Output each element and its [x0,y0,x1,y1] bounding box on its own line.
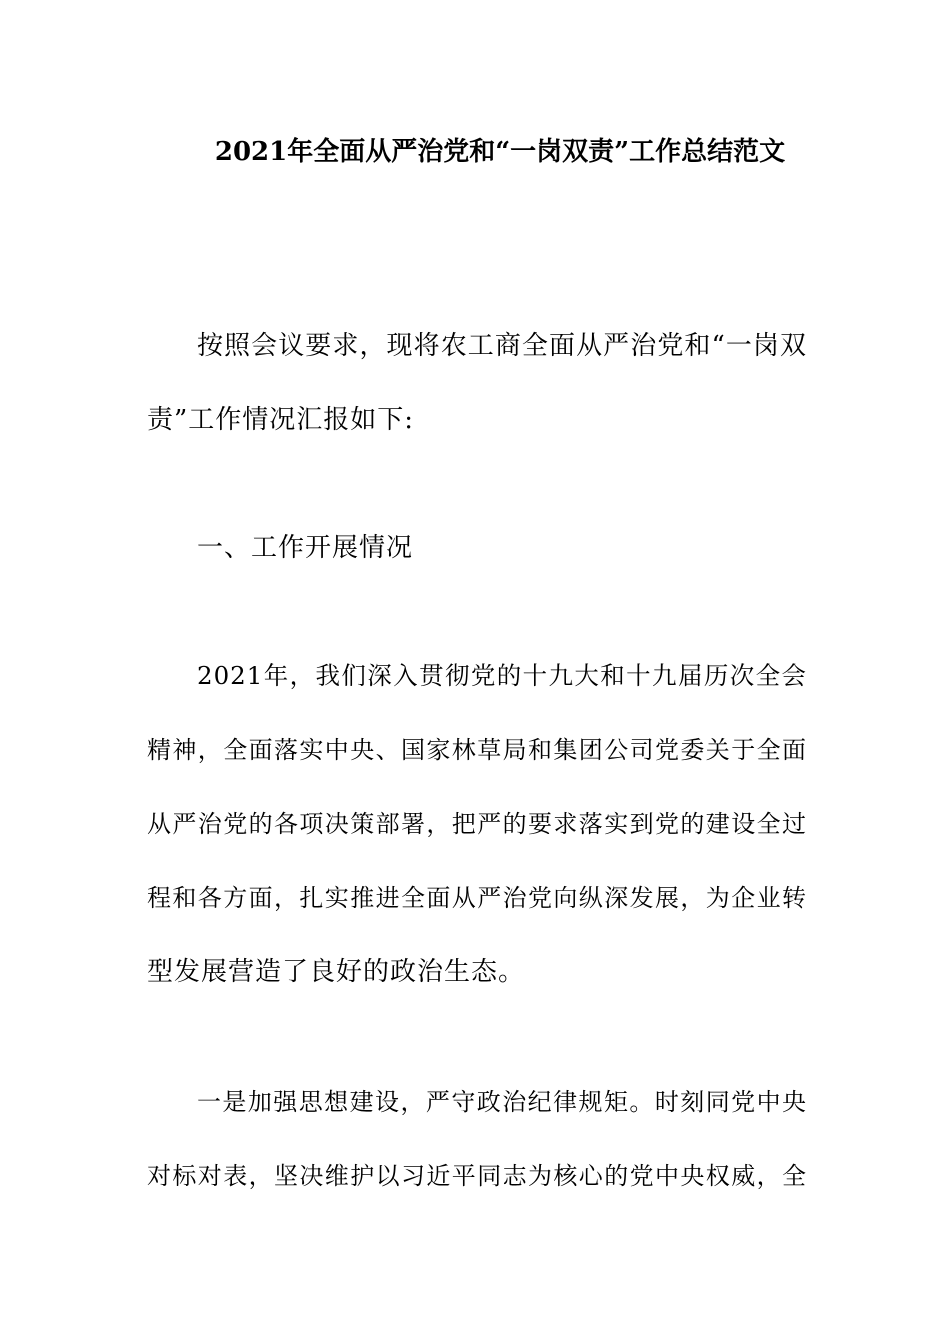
paragraph1-line-4: 程和各方面，扎实推进全面从严治党向纵深发展，为企业转 [147,884,807,912]
section-heading: 一、工作开展情况 [197,533,414,563]
paragraph1-line-1: 2021年，我们深入贯彻党的十九大和十九届历次全会 [197,661,807,690]
paragraph1-line-3: 从严治党的各项决策部署，把严的要求落实到党的建设全过 [147,810,807,838]
paragraph2-line-2: 对标对表，坚决维护以习近平同志为核心的党中央权威，全 [147,1162,807,1190]
intro-line-1: 按照会议要求，现将农工商全面从严治党和“一岗双 [197,331,807,361]
paragraph1-line-2: 精神，全面落实中央、国家林草局和集团公司党委关于全面 [147,736,807,764]
paragraph2-line-1: 一是加强思想建设，严守政治纪律规矩。时刻同党中央 [197,1088,807,1116]
paragraph1-line-5: 型发展营造了良好的政治生态。 [147,957,526,987]
intro-line-2: 责”工作情况汇报如下: [147,405,415,435]
document-title: 2021年全面从严治党和“一岗双责”工作总结范文 [214,137,786,167]
